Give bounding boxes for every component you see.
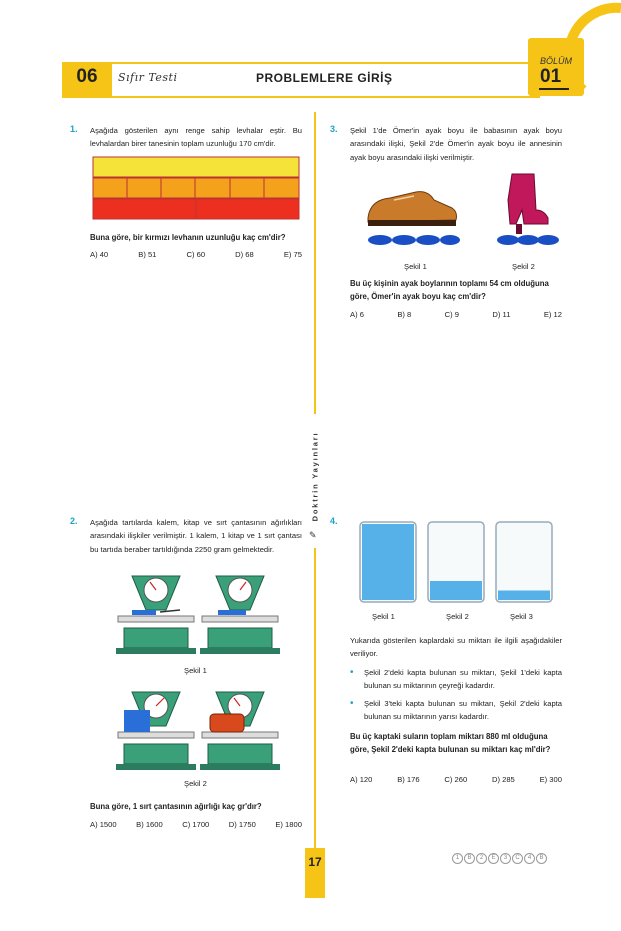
choice-b[interactable]: B) 8 [397,310,412,319]
q2-fig1-caption: Şekil 1 [184,666,207,675]
choice-c[interactable]: C) 60 [186,250,206,259]
choice-e[interactable]: E) 12 [543,310,562,319]
q3-number: 3. [330,124,338,134]
choice-b[interactable]: B) 51 [138,250,157,259]
yellow-plate [93,157,299,177]
q3-shoe-figure-1 [364,170,460,250]
q3-boot-figure-2 [494,170,560,250]
answer-key [452,853,547,864]
q3-choices [350,310,562,319]
answer-key-item: B [536,853,547,864]
unit-label: BÖLÜM [540,56,573,66]
orange-plates [93,178,299,198]
book-icon [218,610,246,615]
choice-c[interactable]: C) 260 [444,775,468,784]
beaker-icon [360,522,416,602]
answer-key-item: E [488,853,499,864]
choice-e[interactable]: E) 75 [283,250,302,259]
unit-underline [539,88,569,90]
choice-e[interactable]: E) 300 [539,775,562,784]
q2-fig2-caption: Şekil 2 [184,779,207,788]
q2-scales-figure-2 [104,686,284,778]
q4-bullet-1 [350,666,562,693]
q1-plates-figure [92,156,300,220]
answer-key-item: 3 [500,853,511,864]
choice-c[interactable]: C) 9 [444,310,460,319]
choice-a[interactable]: A) 1500 [90,820,117,829]
q4-beakers-figure [356,518,556,606]
q3-fig2-caption: Şekil 2 [512,262,535,271]
choice-b[interactable]: B) 176 [397,775,420,784]
bullet-text: Şekil 2'deki kapta bulunan su miktarı, Şekil 1'deki kapta bulunan su miktarının çeyreği kadardır. [364,668,562,691]
page-number: 17 [308,855,322,869]
column-divider [314,112,316,414]
choice-c[interactable]: C) 1700 [182,820,210,829]
scale-icon [116,692,196,770]
column-divider [314,548,316,848]
q4-fig3-caption: Şekil 3 [510,612,533,621]
choice-d[interactable]: D) 11 [492,310,511,319]
choice-e[interactable]: E) 1800 [275,820,302,829]
unit-number: 01 [540,66,562,87]
choice-a[interactable]: A) 120 [350,775,373,784]
bullet-text: Şekil 3'teki kapta bulunan su miktarı, Şekil 2'deki kapta bulunan su miktarının yarısı kadardır. [364,699,562,722]
q2-question: Buna göre, 1 sırt çantasının ağırlığı kaç gr'dır? [90,802,262,811]
q4-bullet-2 [350,697,562,724]
choice-b[interactable]: B) 1600 [136,820,163,829]
book-icon [132,610,156,615]
q2-number: 2. [70,516,78,526]
sneaker-icons [368,235,460,245]
test-label: Sıfır Testi [118,71,178,84]
backpack-icon [210,714,244,732]
test-number: 06 [76,66,98,87]
answer-key-item: 1 [452,853,463,864]
q1-choices [90,250,302,259]
choice-d[interactable]: D) 1750 [228,820,256,829]
q2-text: Aşağıda tartılarda kalem, kitap ve sırt çantasının ağırlıkları arasındaki ilişkiler verilmiştir. 1 kalem, 1 kitap ve 1 sırt çantası bu tartıda beraber tartıldığında 2250 gram gelmektedir. [90,518,302,554]
q4-fig1-caption: Şekil 1 [372,612,395,621]
scale-icon [200,576,280,654]
q3-text: Şekil 1'de Ömer'in ayak boyu ile babasının ayak boyu arasındaki ilişki, Şekil 2'de Ömer'in ayak boyu ile annesinin ayak boyu arasındaki ilişki verilmiştir. [350,126,562,162]
beaker-icon [496,522,552,602]
publisher-logo-icon: ✎ [309,530,317,540]
q1-number: 1. [70,124,78,134]
q2-scales-figure-1 [104,570,284,662]
page-title: PROBLEMLERE GİRİŞ [256,71,393,85]
choice-a[interactable]: A) 6 [350,310,364,319]
books-stack-icon [124,710,150,732]
q2-choices [90,820,302,829]
q3-fig1-caption: Şekil 1 [404,262,427,271]
answer-key-item: 4 [524,853,535,864]
choice-d[interactable]: D) 285 [491,775,515,784]
q4-choices [350,775,562,784]
q4-fig2-caption: Şekil 2 [446,612,469,621]
choice-a[interactable]: A) 40 [90,250,109,259]
choice-d[interactable]: D) 68 [235,250,254,259]
answer-key-item: B [464,853,475,864]
q4-question: Bu üç kaptaki suların toplam miktarı 880 ml olduğuna göre, Şekil 2'deki kapta bulunan su miktarı kaç ml'dir? [350,732,551,754]
scale-icon [200,692,280,770]
publisher-name: Doktrin Yayınları [310,431,320,522]
q3-question: Bu üç kişinin ayak boylarının toplamı 54 cm olduğuna göre, Ömer'in ayak boyu kaç cm'dir? [350,279,549,301]
publisher-vertical [305,420,325,540]
red-plates [93,199,299,219]
q1-question: Buna göre, bir kırmızı levhanın uzunluğu kaç cm'dir? [90,233,286,242]
answer-key-item: 2 [476,853,487,864]
sneaker-icons [497,235,559,245]
bullet-icon: • [350,667,354,678]
answer-key-item: C [512,853,523,864]
q4-intro: Yukarıda gösterilen kaplardaki su miktarı ile ilgili aşağıdakiler veriliyor. [350,636,562,659]
bullet-icon: • [350,698,354,709]
scale-icon [116,576,196,654]
beaker-icon [428,522,484,602]
q4-number: 4. [330,516,338,526]
q1-text: Aşağıda gösterilen aynı renge sahip levhalar eştir. Bu levhalardan birer tanesinin toplam uzunluğu 170 cm'dir. [90,126,302,149]
